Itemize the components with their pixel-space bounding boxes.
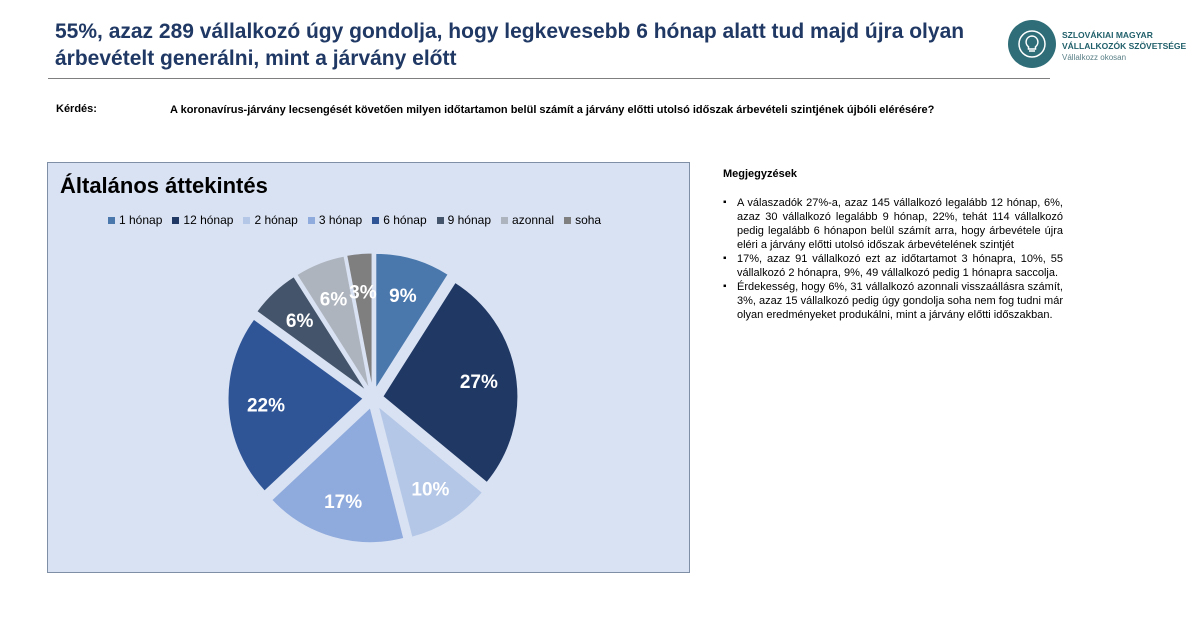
lightbulb-icon xyxy=(1008,20,1056,68)
data-label: 10% xyxy=(411,479,450,501)
chart-title: Általános áttekintés xyxy=(60,173,268,198)
title-divider xyxy=(48,78,1050,79)
legend-label: 2 hónap xyxy=(254,213,298,227)
legend-label: 9 hónap xyxy=(447,213,492,227)
data-label: 6% xyxy=(285,310,314,332)
legend-label: 6 hónap xyxy=(383,213,427,227)
organization-logo xyxy=(1008,20,1188,70)
data-label: 6% xyxy=(319,289,348,311)
legend-label: 3 hónap xyxy=(318,213,363,227)
legend-label: 1 hónap xyxy=(119,213,163,227)
logo-tagline: Vállalkozz okosan xyxy=(1062,53,1127,62)
note-item: ▪ 17%, azaz 91 vállalkozó ezt az időtartamot 3 hónapra, 10%, 55 vállalkozó 2 hónapra, 9%, 49 vállalkozó pedig 1 hónapra saccolja. xyxy=(723,252,1063,280)
legend-label: 12 hónap xyxy=(183,213,234,227)
pie-chart xyxy=(48,163,689,572)
data-label: 27% xyxy=(459,372,498,394)
data-label: 22% xyxy=(246,395,286,417)
note-item: ▪ A válaszadók 27%-a, azaz 145 vállalkozó legalább 12 hónap, 6%, azaz 30 vállalkozó legalább 9 hónap, 22%, tehát 114 vállalkozó pedig legalább 6 hónapon belül számít arra, hogy árbevétele újra eléri a járvány előtti utolsó időszak árbevételének szintjét xyxy=(723,196,1063,252)
logo-text-line1: SZLOVÁKIAI MAGYAR xyxy=(1062,30,1153,40)
legend-label: soha xyxy=(575,213,602,227)
chart-panel xyxy=(47,162,690,573)
notes-list xyxy=(723,196,1063,322)
legend-label: azonnal xyxy=(512,213,555,227)
question-label: Kérdés: xyxy=(56,103,97,115)
page-title: 55%, azaz 289 vállalkozó úgy gondolja, hogy legkevesebb 6 hónap alatt tud majd újra olyan árbevételt generálni, mint a járvány előtt xyxy=(55,20,965,70)
question-text: A koronavírus-járvány lecsengését követően milyen időtartamon belül számít a járvány előtti utolsó időszak árbevételi szintjének újbóli elérésére? xyxy=(170,104,935,116)
notes-title: Megjegyzések xyxy=(723,168,797,180)
data-label: 3% xyxy=(349,282,377,304)
data-label: 17% xyxy=(324,491,363,513)
data-label: 9% xyxy=(389,286,417,308)
logo-text-line2: VÁLLALKOZÓK SZÖVETSÉGE xyxy=(1062,41,1187,51)
note-item: ▪ Érdekesség, hogy 6%, 31 vállalkozó azonnali visszaállásra számít, 3%, azaz 15 vállalkozó pedig úgy gondolja soha nem fog tudni már olyan eredményeket produkálni, mint a járvány előtti időszakban. xyxy=(723,280,1063,322)
